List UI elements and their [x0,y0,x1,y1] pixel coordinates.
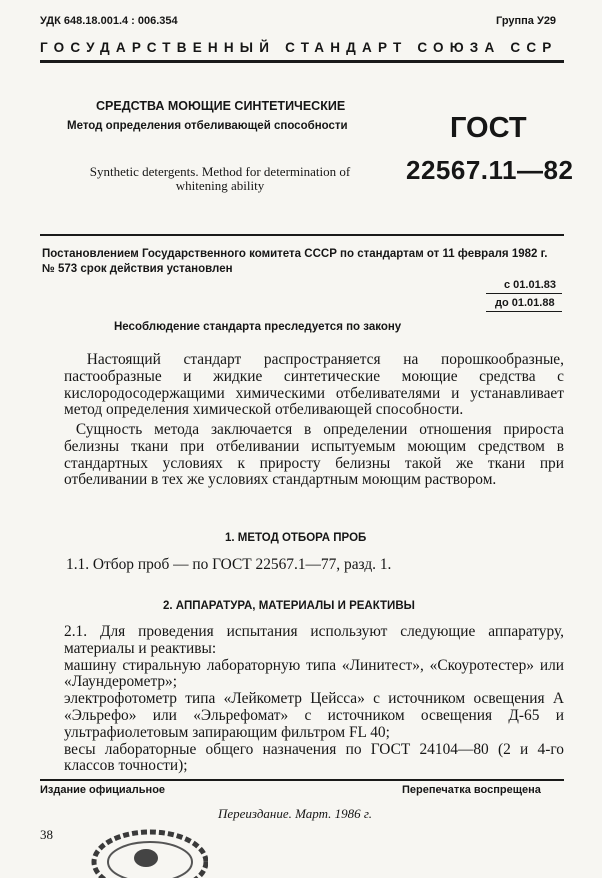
method-essence-paragraph [64,422,564,489]
equipment-line: электрофотометр типа «Лейкометр Цейсса» с источником освещения А «Эльрефо» или «Эльрефомат» с источником освещения Д-65 и ультрафиолетовым запирающим фильтром FL 40; [64,690,564,741]
top-rule [40,60,564,63]
equipment-line: машину стиральную лабораторную типа «Линитест», «Скоуротестер» или «Лаундерометр»; [64,656,564,691]
valid-rule [486,293,562,294]
page-number: 38 [40,827,53,842]
section-1-heading: 1. МЕТОД ОТБОРА ПРОБ [225,532,367,544]
method-essence-text: Сущность метода заключается в определении отношения прироста белизны ткани при отбеливании испытуемым моющим средством в стандартных условиях к приросту белизны такой же ткани при отбеливании в тех же условиях стандартным моющим раствором. [64,421,564,489]
intro-paragraph-text: Настоящий стандарт распространяется на порошкообразные, пастообразные и жидкие синтетические моющие средства с кислородосодержащими химическими отбеливателями и устанавливает метод определения химической отбеливающей способности. [64,351,564,419]
law-notice: Несоблюдение стандарта преследуется по закону [114,321,402,333]
reissue-note: Переиздание. Март. 1986 г. [218,806,373,821]
equipment-line: весы лабораторные общего назначения по ГОСТ 24104—80 (2 и 4-го классов точности); [64,740,564,775]
title-en: Synthetic detergents. Method for determination of whitening ability [89,164,351,193]
decree-text: Постановлением Государственного комитета СССР по стандартам от 11 февраля 1982 г. № 573 срок действия установлен [42,248,548,275]
section-2-heading: 2. АППАРАТУРА, МАТЕРИАЛЫ И РЕАКТИВЫ [163,600,415,612]
valid-rule-bottom [486,311,562,312]
valid-from: с 01.01.83 [504,279,556,291]
title-ru: СРЕДСТВА МОЮЩИЕ СИНТЕТИЧЕСКИЕ [96,99,346,113]
subtitle-ru: Метод определения отбеливающей способности [67,120,348,132]
footer-rule [40,779,564,781]
section-1-text: 1.1. Отбор проб — по ГОСТ 22567.1—77, разд. 1. [66,556,392,573]
official-edition: Издание официальное [40,784,166,796]
library-stamp-icon [88,818,208,878]
intro-paragraph [64,352,564,419]
udk-code: УДК 648.18.001.4 : 006.354 [40,15,178,27]
gost-number: 22567.11—82 [406,155,574,185]
section-2-body [64,624,564,775]
title-rule [40,234,564,236]
reprint-forbidden: Перепечатка воспрещена [402,784,541,796]
valid-to: до 01.01.88 [495,297,555,309]
state-standard-banner: ГОСУДАРСТВЕННЫЙ СТАНДАРТ СОЮЗА ССР [40,40,558,55]
group-code: Группа У29 [496,15,557,27]
equipment-line: 2.1. Для проведения испытания используют следующие аппаратуру, материалы и реактивы: [64,623,564,657]
gost-label: ГОСТ [450,112,527,144]
